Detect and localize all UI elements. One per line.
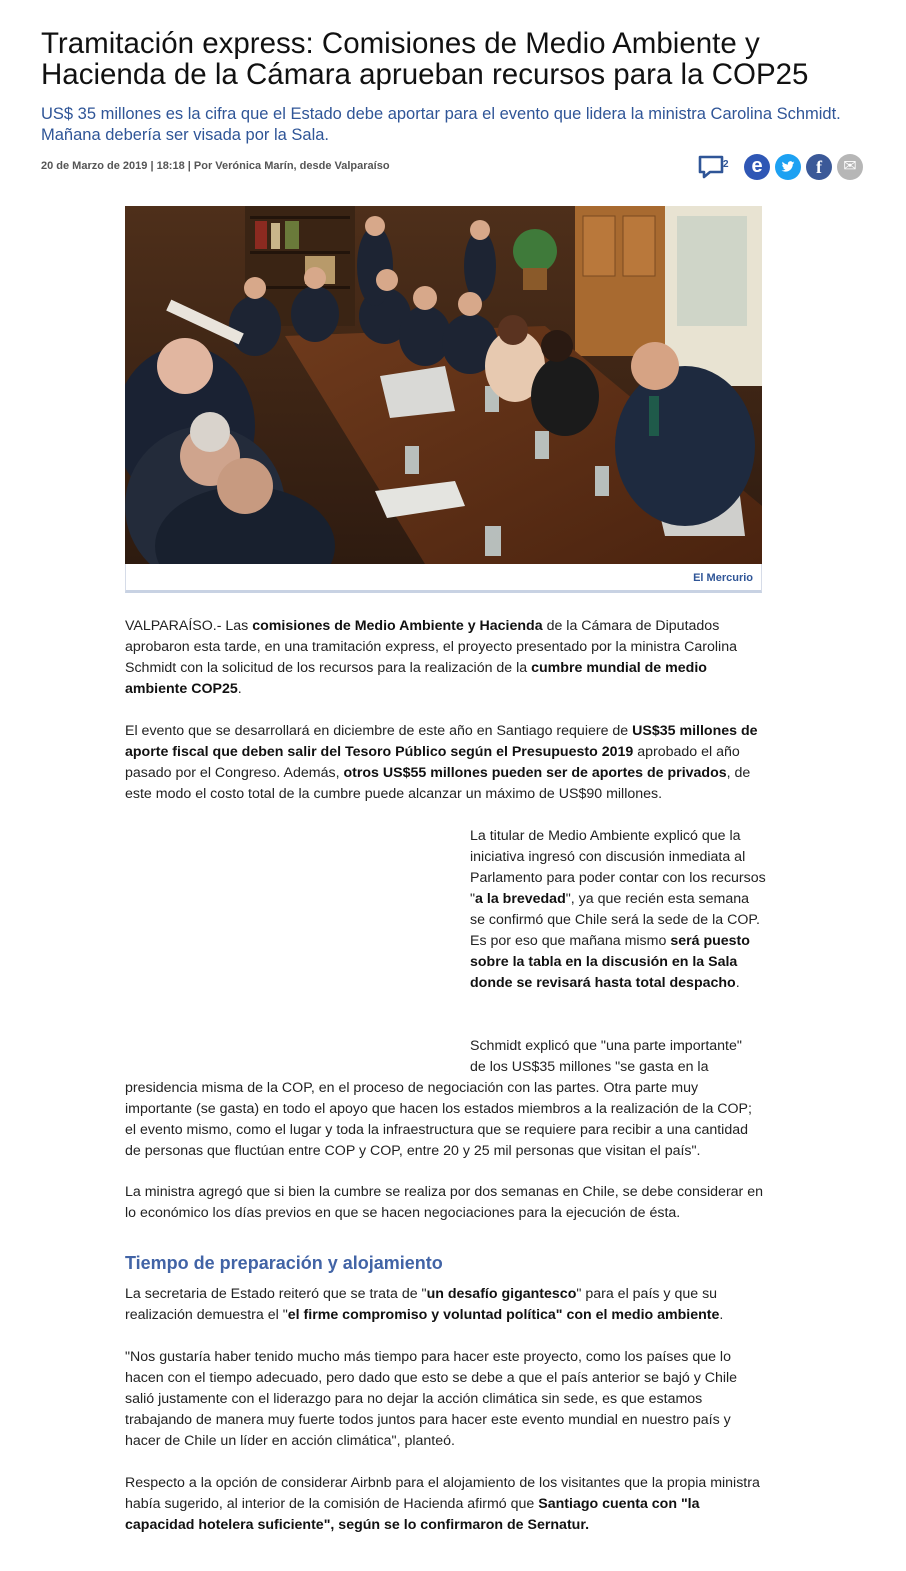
article-photo [125,206,762,564]
paragraph-3: La titular de Medio Ambiente explicó que la iniciativa ingresó con discusión inmediata al Parlamento para poder contar con los recursos "a la brevedad", ya que recién esta semana se confirmó que Chile será la sede de la COP. Es por eso que mañana mismo será puesto sobre la tabla en la discusión en la Sala donde se revisará hasta total despacho. [470,828,766,991]
photo-caption: El Mercurio [693,572,753,584]
paragraph-7: "Nos gustaría haber tenido mucho más tiempo para hacer este proyecto, como los países que lo hacen con el tiempo adecuado, pero dado que esto se debe a que el país anterior se bajó y Chile salió justamente con el liderazgo para no dejar la acción climática sin sede, es que estamos trabajando de manera muy fuerte todos juntos para hacer este evento mundial en nuestro país y hacer de Chile un líder en acción climática", planteó. [125,1349,738,1449]
paragraph-2: El evento que se desarrollará en diciembre de este año en Santiago requiere de US$35 millones de aporte fiscal que deben salir del Tesoro Público según el Presupuesto 2019 aprobado el año pasado por el Congreso. Además, otros US$55 millones pueden ser de aportes de privados, de este modo el costo total de la cumbre puede alcanzar un máximo de US$90 millones. [125,723,758,802]
emol-share-icon[interactable]: e [744,154,770,180]
mail-share-icon[interactable]: ✉ [837,154,863,180]
meeting-photo-illustration [125,206,762,564]
paragraph-6: La secretaria de Estado reiteró que se trata de "un desafío gigantesco" para el país y que su realización demuestra el "el firme compromiso y voluntad política" con el medio ambiente. [125,1286,724,1323]
paragraph-5: La ministra agregó que si bien la cumbre se realiza por dos semanas en Chile, se debe considerar en lo económico los días previos en que se hacen negociaciones para la ejecución de ésta. [125,1184,764,1221]
paragraph-4-continued: presidencia misma de la COP, en el proceso de negociación con las partes. Otra parte muy importante (se gasta) en todo el apoyo que hacen los estados miembros a la realización de la COP; el evento mismo, como el lugar y toda la infraestructura que se requiere para recibir a una cantidad de personas que fluctúan entre COP y COP, entre 20 y 25 mil personas que visitan el país". [125,1080,752,1159]
article-deck: US$ 35 millones es la cifra que el Estado debe aportar para el evento que lidera la ministra Carolina Schmidt. Mañana debería ser visada por la Sala. [41,105,841,144]
paragraph-4-start: Schmidt explicó que "una parte importante" de los US$35 millones "se gasta en la [470,1038,742,1075]
paragraph-1: VALPARAÍSO.- Las comisiones de Medio Ambiente y Hacienda de la Cámara de Diputados aprobaron esta tarde, en una tramitación express, el proyecto presentado por la ministra Carolina Schmidt con la solicitud de los recursos para la realización de la cumbre mundial de medio ambiente COP25. [125,618,737,697]
facebook-share-icon[interactable]: f [806,154,832,180]
photo-caption-box [125,564,762,593]
article-byline: 20 de Marzo de 2019 | 18:18 | Por Verónica Marín, desde Valparaíso [41,160,390,172]
section-subheading: Tiempo de preparación y alojamiento [125,1253,443,1273]
paragraph-8: Respecto a la opción de considerar Airbnb para el alojamiento de los visitantes que la propia ministra había sugerido, al interior de la comisión de Hacienda afirmó que Santiago cuenta con "la capacidad hotelera suficiente", según se lo confirmaron de Sernatur. [125,1475,760,1533]
twitter-share-icon[interactable] [775,154,801,180]
twitter-bird-icon [775,154,801,180]
comment-count[interactable]: 2 [723,159,729,170]
article-headline: Tramitación express: Comisiones de Medio Ambiente y Hacienda de la Cámara aprueban recursos para la COP25 [41,27,809,91]
